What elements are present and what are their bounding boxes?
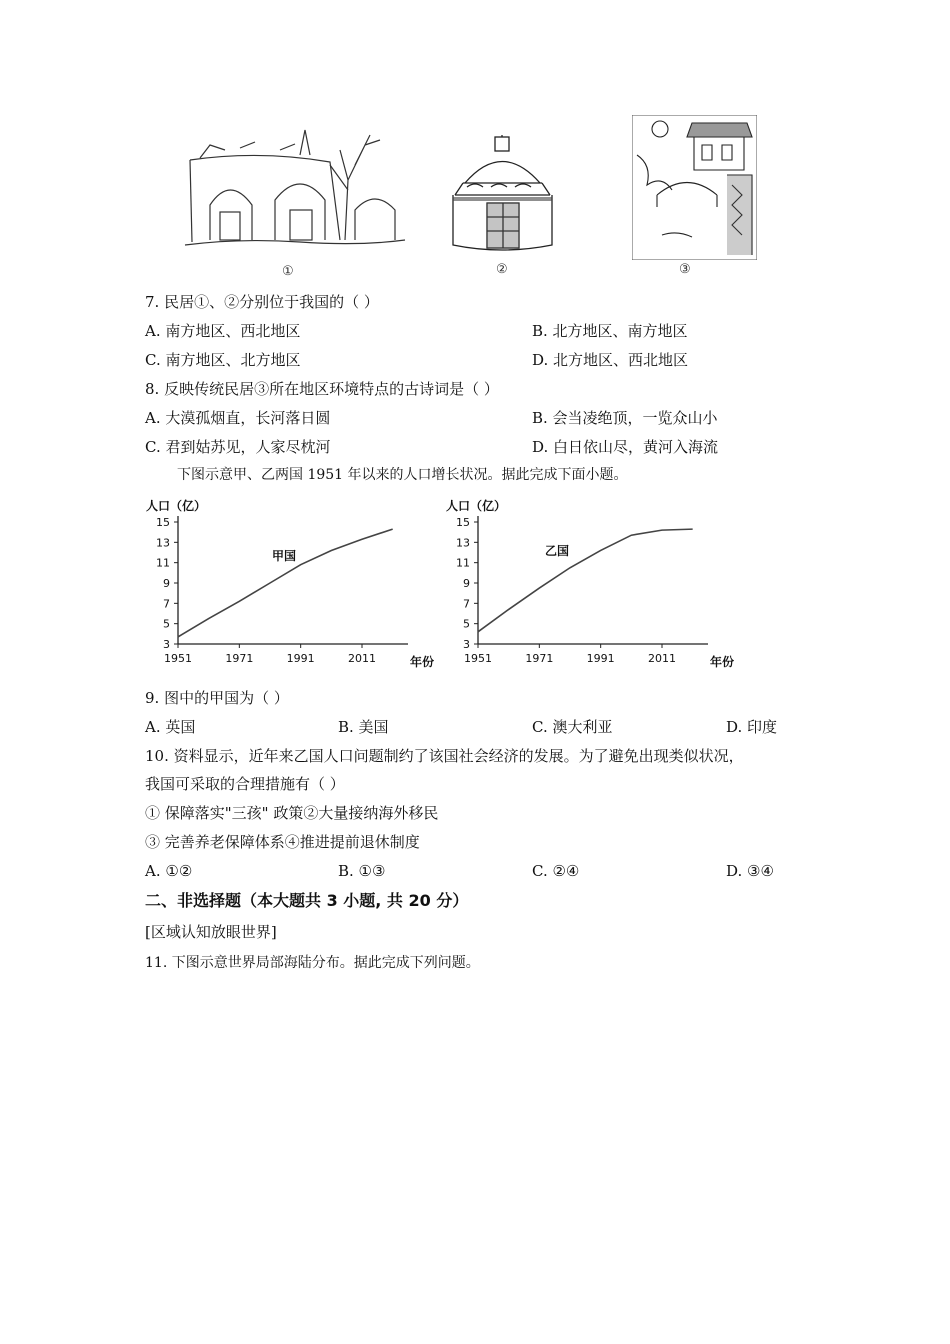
q9-option-d: D. 印度 [726, 718, 778, 736]
series-label: 甲国 [272, 549, 297, 563]
x-tick-label: 1951 [164, 652, 192, 665]
x-tick-label: 1991 [286, 652, 315, 665]
q8-stem: 8. 反映传统民居③所在地区环境特点的古诗词是（ ） [145, 380, 499, 398]
section2-title: 二、非选择题（本大题共 3 小题, 共 20 分） [145, 891, 469, 910]
y-tick-label: 5 [463, 617, 470, 631]
intro-9-10: 下图示意甲、乙两国 1951 年以来的人口增长状况。据此完成下面小题。 [177, 467, 628, 483]
q10-option-d: D. ③④ [726, 862, 774, 880]
series-label: 乙国 [545, 544, 570, 558]
q9-option-b: B. 美国 [338, 718, 389, 736]
population-chart-b [440, 494, 740, 679]
illustration-yurt [445, 135, 560, 260]
q7-option-a: A. 南方地区、西北地区 [145, 322, 301, 340]
section2-tag: [区域认知放眼世界] [145, 923, 277, 941]
q10-stem-line2: 我国可采取的合理措施有（ ） [145, 775, 345, 793]
q7-option-d: D. 北方地区、西北地区 [532, 351, 689, 369]
y-tick-label: 7 [163, 597, 170, 611]
q7-stem: 7. 民居①、②分别位于我国的（ ） [145, 293, 379, 311]
q9-option-a: A. 英国 [145, 718, 196, 736]
y-tick-label: 15 [456, 516, 470, 529]
q9-stem: 9. 图中的甲国为（ ） [145, 689, 289, 707]
q8-option-b: B. 会当凌绝顶，一览众山小 [532, 409, 718, 427]
q10-option-c: C. ②④ [532, 862, 580, 880]
illustration-cave-dwelling [180, 120, 410, 260]
q11-stem: 11. 下图示意世界局部海陆分布。据此完成下列问题。 [145, 955, 480, 971]
y-tick-label: 7 [463, 597, 470, 611]
q10-stem-line1: 10. 资料显示，近年来乙国人口问题制约了该国社会经济的发展。为了避免出现类似状况， [145, 747, 744, 765]
y-tick-label: 11 [456, 556, 470, 570]
y-axis-label: 人口（亿） [146, 499, 207, 513]
q7-option-b: B. 北方地区、南方地区 [532, 322, 688, 340]
q10-option-a: A. ①② [145, 862, 193, 880]
q8-option-d: D. 白日依山尽，黄河入海流 [532, 438, 719, 456]
series-line [178, 529, 393, 637]
q8-option-c: C. 君到姑苏见，人家尽枕河 [145, 438, 331, 456]
q9-option-c: C. 澳大利亚 [532, 718, 613, 736]
figure-label-2: ② [496, 262, 508, 277]
y-tick-label: 11 [156, 556, 170, 570]
population-chart-a [140, 494, 440, 679]
q7-option-c: C. 南方地区、北方地区 [145, 351, 301, 369]
y-tick-label: 13 [456, 536, 470, 550]
x-tick-label: 1951 [464, 652, 492, 665]
y-tick-label: 3 [163, 638, 170, 651]
x-tick-label: 1991 [586, 652, 615, 665]
figure-label-3: ③ [679, 262, 691, 277]
illustration-water-town [632, 115, 757, 260]
q8-option-a: A. 大漠孤烟直，长河落日圆 [145, 409, 331, 427]
q10-items-line2: ③ 完善养老保障体系④推进提前退休制度 [145, 833, 420, 851]
series-line [478, 529, 693, 632]
x-tick-label: 1971 [525, 652, 554, 665]
y-tick-label: 3 [463, 638, 470, 651]
figure-label-1: ① [282, 264, 294, 279]
x-tick-label: 2011 [348, 652, 376, 665]
y-axis-label: 人口（亿） [446, 499, 507, 513]
y-tick-label: 15 [156, 516, 170, 529]
x-axis-label: 年份 [410, 655, 435, 669]
x-tick-label: 1971 [225, 652, 254, 665]
y-tick-label: 5 [163, 617, 170, 631]
y-tick-label: 9 [163, 577, 170, 590]
x-tick-label: 2011 [648, 652, 676, 665]
y-tick-label: 9 [463, 577, 470, 590]
q10-items-line1: ① 保障落实"三孩" 政策②大量接纳海外移民 [145, 804, 439, 822]
q10-option-b: B. ①③ [338, 862, 386, 880]
y-tick-label: 13 [156, 536, 170, 550]
x-axis-label: 年份 [710, 655, 735, 669]
